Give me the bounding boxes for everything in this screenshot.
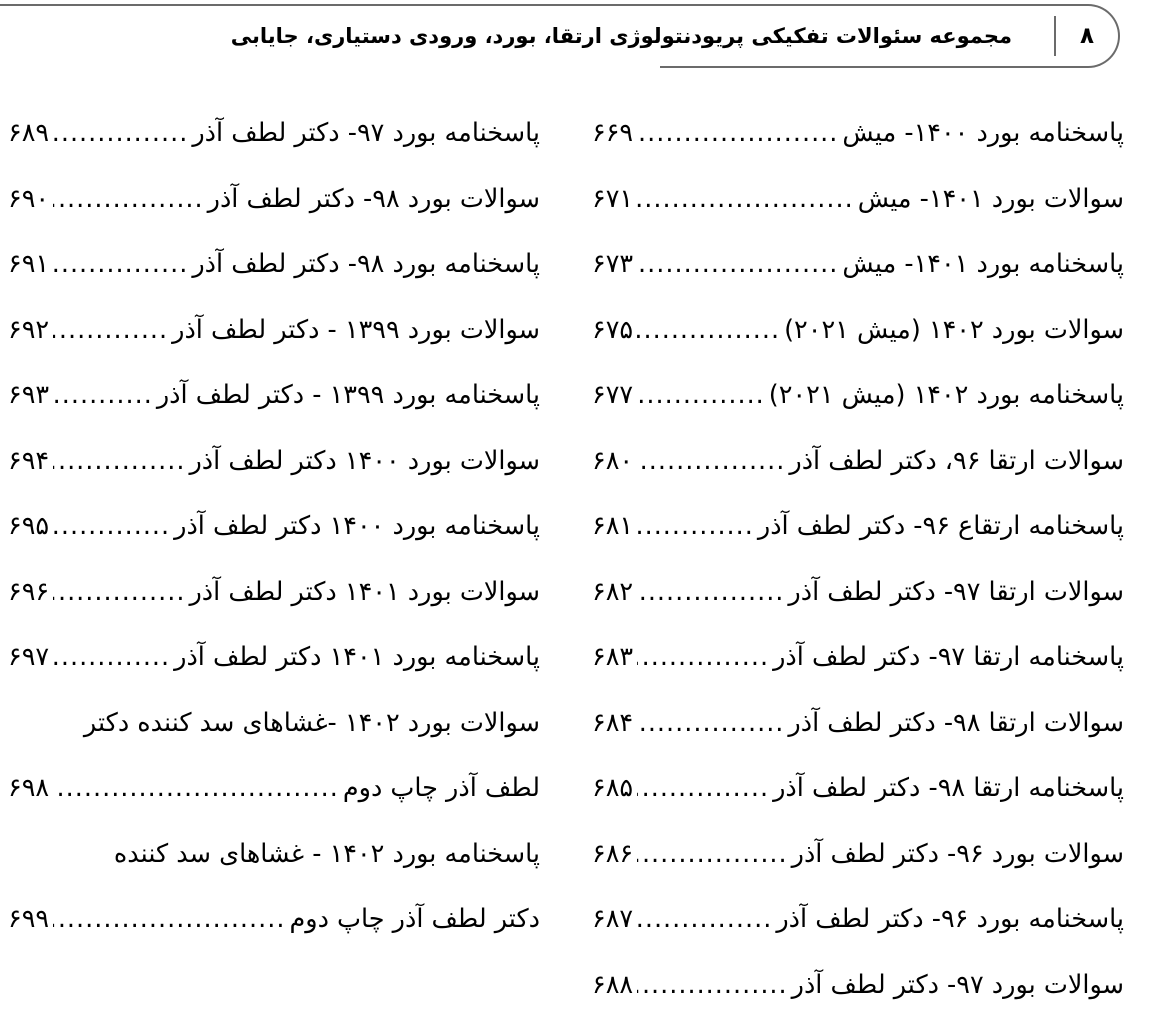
toc-left-column — [8, 106, 540, 958]
toc-entry-page: ۶۹۶ — [8, 576, 50, 607]
toc-leader — [53, 368, 153, 422]
toc-entry-title: پاسخنامه ارتقا ۹۸- دکتر لطف آذر — [773, 773, 1124, 803]
toc-entry — [592, 499, 1124, 565]
toc-entry — [592, 237, 1124, 303]
toc-leader — [53, 172, 204, 226]
toc-leader — [637, 172, 854, 226]
toc-entry — [8, 761, 540, 827]
toc-entry — [592, 434, 1124, 500]
toc-entry-page: ۶۸۶ — [592, 838, 634, 869]
toc-entry-title: سوالات بورد ۹۶- دکتر لطف آذر — [791, 838, 1124, 869]
toc-entry — [592, 172, 1124, 238]
toc-entry-title: لطف آذر چاپ دوم — [342, 773, 540, 803]
header-divider — [1054, 16, 1056, 56]
toc-leader — [637, 106, 838, 160]
toc-leader — [637, 499, 754, 553]
toc-leader — [53, 499, 170, 553]
toc-leader — [637, 827, 788, 881]
toc-entry-title: پاسخنامه بورد ۹۸- دکتر لطف آذر — [192, 249, 540, 279]
toc-entry-page: ۶۸۳ — [592, 642, 634, 672]
toc-entry — [592, 303, 1124, 369]
toc-entry — [592, 827, 1124, 893]
toc-leader — [637, 303, 780, 357]
toc-entry-title: پاسخنامه بورد ۱۴۰۰- میش — [842, 118, 1124, 148]
toc-entry-page: ۶۹۰ — [8, 183, 50, 214]
toc-entry-title: پاسخنامه بورد ۱۴۰۱ دکتر لطف آذر — [174, 642, 540, 672]
toc-entry-page: ۶۸۲ — [592, 576, 634, 607]
toc-entry — [592, 106, 1124, 172]
toc-entry-page: ۶۸۱ — [592, 511, 634, 541]
toc-entry-page: ۶۹۱ — [8, 249, 50, 279]
toc-leader — [53, 761, 339, 815]
toc-entry-page: ۶۸۷ — [592, 904, 634, 934]
toc-entry — [592, 958, 1124, 1024]
toc-entry-page: ۶۸۰ — [592, 445, 634, 476]
toc-right-column — [592, 106, 1124, 1023]
toc-entry-page: ۶۹۳ — [8, 380, 50, 410]
toc-entry-page: ۶۷۳ — [592, 249, 634, 279]
toc-entry-title: پاسخنامه بورد ۹۷- دکتر لطف آذر — [192, 118, 540, 148]
toc-entry-page: ۶۷۷ — [592, 380, 634, 410]
toc-entry — [592, 630, 1124, 696]
toc-entry-title: سوالات بورد ۱۴۰۱ دکتر لطف آذر — [189, 576, 540, 607]
page-number: ۸ — [1079, 23, 1095, 49]
toc-entry — [8, 499, 540, 565]
toc-leader — [637, 696, 784, 750]
toc-entry-page: ۶۹۷ — [8, 642, 50, 672]
toc-leader — [53, 565, 185, 619]
toc-leader — [53, 303, 168, 357]
toc-leader — [637, 892, 772, 946]
toc-entry-title: سوالات بورد ۱۴۰۱- میش — [857, 183, 1124, 214]
toc-entry-title: پاسخنامه ارتقاع ۹۶- دکتر لطف آذر — [757, 511, 1124, 541]
toc-entry — [8, 368, 540, 434]
toc-entry-page: ۶۸۵ — [592, 773, 634, 803]
toc-entry-page: ۶۹۲ — [8, 314, 50, 345]
toc-entry — [8, 303, 540, 369]
toc-entry — [592, 892, 1124, 958]
toc-entry-title: پاسخنامه بورد ۹۶- دکتر لطف آذر — [776, 904, 1124, 934]
toc-entry-page: ۶۹۴ — [8, 445, 50, 476]
toc-entry-title: سوالات ارتقا ۹۸- دکتر لطف آذر — [788, 707, 1124, 738]
toc-entry-page: ۶۷۵ — [592, 314, 634, 345]
toc-entry-page: ۶۹۸ — [8, 773, 50, 803]
toc-leader — [53, 892, 285, 946]
toc-entry-page: ۶۹۹ — [8, 904, 50, 934]
toc-entry-title: سوالات بورد ۱۴۰۰ دکتر لطف آذر — [189, 445, 540, 476]
toc-leader — [637, 958, 788, 1012]
toc-leader — [53, 434, 185, 488]
toc-entry — [8, 630, 540, 696]
toc-entry — [592, 368, 1124, 434]
toc-entry-title: سوالات ارتقا ۹۶، دکتر لطف آذر — [789, 445, 1124, 476]
toc-entry-title-line1: سوالات بورد ۱۴۰۲ -غشاهای سد کننده دکتر — [83, 707, 540, 738]
toc-leader — [637, 761, 769, 815]
toc-entry-page: ۶۶۹ — [592, 118, 634, 148]
toc-entry-title: سوالات بورد ۱۴۰۲ (میش ۲۰۲۱) — [784, 314, 1124, 345]
toc-entry-page: ۶۹۵ — [8, 511, 50, 541]
toc-entry — [8, 434, 540, 500]
page-header — [0, 4, 1122, 70]
toc-leader — [637, 237, 838, 291]
toc-entry-page: ۶۸۹ — [8, 118, 50, 148]
toc-entry-title-line1: پاسخنامه بورد ۱۴۰۲ - غشاهای سد کننده — [113, 838, 540, 869]
toc-entry — [592, 696, 1124, 762]
toc-entry — [8, 172, 540, 238]
toc-entry-title: سوالات بورد ۱۳۹۹ - دکتر لطف آذر — [172, 314, 540, 345]
toc-entry — [592, 565, 1124, 631]
toc-entry — [8, 106, 540, 172]
toc-leader — [53, 630, 170, 684]
toc-entry-title: دکتر لطف آذر چاپ دوم — [289, 904, 540, 934]
toc-entry-title: سوالات بورد ۹۷- دکتر لطف آذر — [791, 969, 1124, 1000]
toc-entry-line1 — [8, 827, 540, 893]
toc-entry-title: پاسخنامه بورد ۱۴۰۰ دکتر لطف آذر — [174, 511, 540, 541]
toc-leader — [637, 368, 765, 422]
toc-entry-line1 — [8, 696, 540, 762]
toc-entry-title: سوالات ارتقا ۹۷- دکتر لطف آذر — [788, 576, 1124, 607]
toc-leader — [637, 434, 785, 488]
toc-entry — [8, 565, 540, 631]
toc-entry — [592, 761, 1124, 827]
header-rule — [0, 4, 662, 6]
toc-entry-title: پاسخنامه بورد ۱۴۰۲ (میش ۲۰۲۱) — [768, 380, 1124, 410]
toc-entry-title: پاسخنامه بورد ۱۳۹۹ - دکتر لطف آذر — [156, 380, 540, 410]
toc-entry-title: سوالات بورد ۹۸- دکتر لطف آذر — [207, 183, 540, 214]
toc-entry-title: پاسخنامه بورد ۱۴۰۱- میش — [842, 249, 1124, 279]
toc-entry — [8, 237, 540, 303]
toc-entry-page: ۶۸۸ — [592, 969, 634, 1000]
toc-entry — [8, 892, 540, 958]
toc-entry-title: پاسخنامه ارتقا ۹۷- دکتر لطف آذر — [773, 642, 1124, 672]
toc-leader — [637, 565, 784, 619]
toc-entry-page: ۶۸۴ — [592, 707, 634, 738]
toc-leader — [53, 106, 188, 160]
toc-entry-page: ۶۷۱ — [592, 183, 634, 214]
toc-leader — [637, 630, 769, 684]
book-title: مجموعه سئوالات تفکیکی پریودنتولوژی ارتقا، بورد، ورودی دستیاری، جایابی — [230, 24, 1012, 48]
toc-leader — [53, 237, 188, 291]
